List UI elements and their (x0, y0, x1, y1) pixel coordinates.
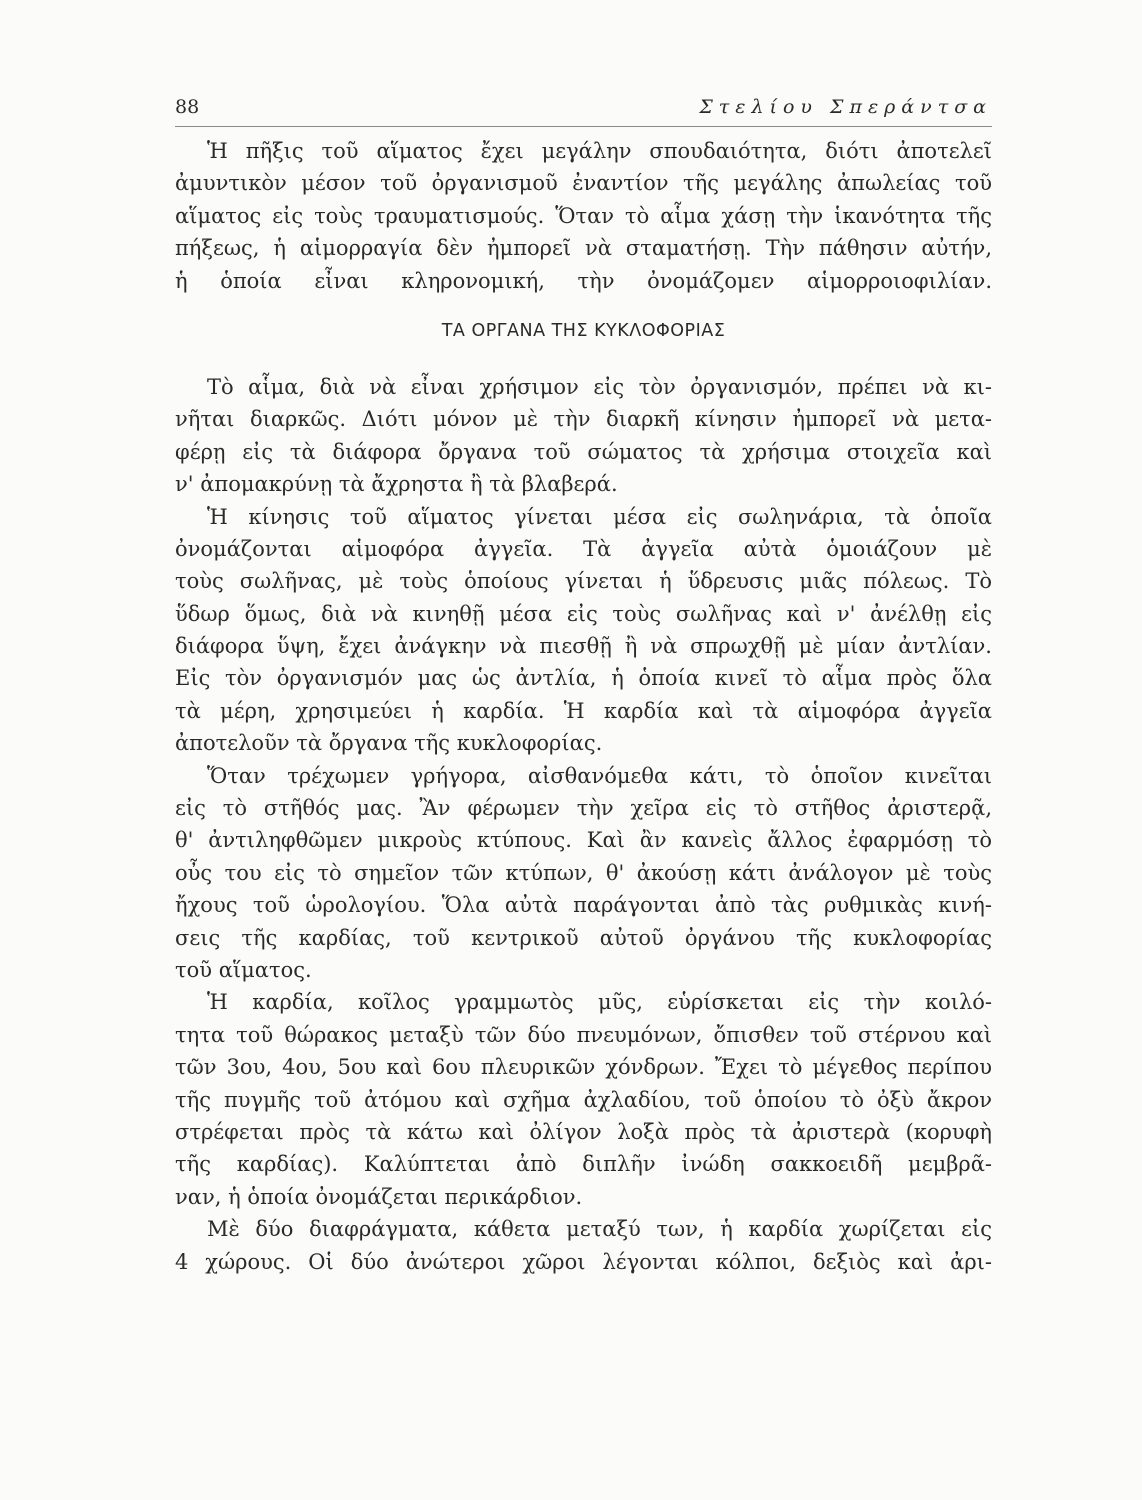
text-line: τὰ μέρη, χρησιμεύει ἡ καρδία. Ἡ καρδία καὶ τὰ αἱμοφόρα ἀγγεῖα (175, 698, 992, 723)
paragraph-5 (175, 986, 992, 1213)
text-line: ναν, ἡ ὁποία ὀνομάζεται περικάρδιον. (175, 1184, 583, 1209)
text-line: τοῦ αἵματος. (175, 957, 312, 982)
text-line: ἡ ὁποία εἶναι κληρονομική, τὴν ὀνομάζομεν αἱμορροιοφιλίαν. (175, 268, 992, 293)
text-line: τῶν 3ου, 4ου, 5ου καὶ 6ου πλευρικῶν χόνδρων. Ἔχει τὸ μέγεθος περίπου (175, 1055, 992, 1080)
text-line: Ἡ καρδία, κοῖλος γραμμωτὸς μῦς, εὑρίσκεται εἰς τὴν κοιλό- (207, 990, 992, 1015)
paragraph-2 (175, 371, 992, 501)
text-line: τοὺς σωλῆνας, μὲ τοὺς ὁποίους γίνεται ἡ ὕδρευσις μιᾶς πόλεως. Τὸ (175, 569, 992, 594)
text-line: ὕδωρ ὅμως, διὰ νὰ κινηθῇ μέσα εἰς τοὺς σωλῆνας καὶ ν' ἀνέλθῃ εἰς (175, 601, 992, 626)
text-line: σεις τῆς καρδίας, τοῦ κεντρικοῦ αὐτοῦ ὀργάνου τῆς κυκλοφορίας (175, 925, 992, 950)
text-line: φέρῃ εἰς τὰ διάφορα ὄργανα τοῦ σώματος τὰ χρήσιμα στοιχεῖα καὶ (175, 439, 992, 464)
header-rule (175, 126, 992, 127)
running-title: Στελίου Σπεράντσα (699, 96, 992, 118)
text-line: τῆς πυγμῆς τοῦ ἀτόμου καὶ σχῆμα ἀχλαδίου, τοῦ ὁποίου τὸ ὀξὺ ἄκρον (175, 1087, 992, 1112)
text-line: τῆς καρδίας). Καλύπτεται ἀπὸ διπλῆν ἰνώδη σακκοειδῆ μεμβρᾶ- (175, 1152, 992, 1177)
paragraph-6 (175, 1213, 992, 1278)
text-line: εἰς τὸ στῆθός μας. Ἂν φέρωμεν τὴν χεῖρα εἰς τὸ στῆθος ἀριστερᾷ, (175, 796, 992, 821)
text-line: Μὲ δύο διαφράγματα, κάθετα μεταξύ των, ἡ καρδία χωρίζεται εἰς (207, 1217, 992, 1242)
text-line: διάφορα ὕψη, ἔχει ἀνάγκην νὰ πιεσθῇ ἢ νὰ σπρωχθῇ μὲ μίαν ἀντλίαν. (175, 634, 992, 659)
text-line: 4 χώρους. Οἱ δύο ἀνώτεροι χῶροι λέγονται κόλποι, δεξιὸς καὶ ἀρι- (175, 1249, 992, 1274)
text-line: ὀνομάζονται αἱμοφόρα ἀγγεῖα. Τὰ ἀγγεῖα αὐτὰ ὁμοιάζουν μὲ (175, 536, 992, 561)
paragraph-3 (175, 501, 992, 760)
text-line: τητα τοῦ θώρακος μεταξὺ τῶν δύο πνευμόνων, ὄπισθεν τοῦ στέρνου καὶ (175, 1022, 992, 1047)
text-line: Ἡ πῆξις τοῦ αἵματος ἔχει μεγάλην σπουδαιότητα, διότι ἀποτελεῖ (207, 139, 992, 163)
text-line: Εἰς τὸν ὀργανισμόν μας ὡς ἀντλία, ἡ ὁποία κινεῖ τὸ αἷμα πρὸς ὅλα (175, 666, 992, 691)
text-line: Ὅταν τρέχωμεν γρήγορα, αἰσθανόμεθα κάτι, τὸ ὁποῖον κινεῖται (207, 763, 992, 788)
text-line: Ἡ κίνησις τοῦ αἵματος γίνεται μέσα εἰς σωληνάρια, τὰ ὁποῖα (207, 504, 992, 529)
text-line: ἀμυντικὸν μέσον τοῦ ὀργανισμοῦ ἐναντίον τῆς μεγάλης ἀπωλείας τοῦ (175, 171, 992, 196)
text-line: ἤχους τοῦ ὡρολογίου. Ὅλα αὐτὰ παράγονται ἀπὸ τὰς ρυθμικὰς κινή- (175, 893, 992, 918)
paragraph-4 (175, 760, 992, 987)
page-number: 88 (175, 96, 200, 118)
page-body (175, 135, 992, 1278)
text-line: αἵματος εἰς τοὺς τραυματισμούς. Ὅταν τὸ αἷμα χάσῃ τὴν ἱκανότητα τῆς (175, 203, 992, 228)
text-line: πήξεως, ἡ αἱμορραγία δὲν ἠμπορεῖ νὰ σταματήσῃ. Τὴν πάθησιν αὐτήν, (175, 236, 992, 261)
text-line: ἀποτελοῦν τὰ ὄργανα τῆς κυκλοφορίας. (175, 731, 603, 756)
text-line: στρέφεται πρὸς τὰ κάτω καὶ ὀλίγον λοξὰ πρὸς τὰ ἀριστερὰ (κορυφὴ (175, 1119, 992, 1144)
text-line: νῆται διαρκῶς. Διότι μόνον μὲ τὴν διαρκῆ κίνησιν ἠμπορεῖ νὰ μετα- (175, 407, 992, 432)
text-line: θ' ἀντιληφθῶμεν μικροὺς κτύπους. Καὶ ἂν κανεὶς ἄλλος ἐφαρμόσῃ τὸ (175, 828, 992, 853)
paragraph-1 (175, 135, 992, 297)
text-line: ν' ἀπομακρύνῃ τὰ ἄχρηστα ἢ τὰ βλαβερά. (175, 472, 618, 497)
page-header (175, 96, 992, 126)
text-line: οὖς του εἰς τὸ σημεῖον τῶν κτύπων, θ' ἀκούσῃ κάτι ἀνάλογον μὲ τοὺς (175, 860, 992, 885)
text-line: Τὸ αἷμα, διὰ νὰ εἶναι χρήσιμον εἰς τὸν ὀργανισμόν, πρέπει νὰ κι- (207, 374, 992, 399)
section-heading: ΤΑ ΟΡΓΑΝΑ ΤΗΣ ΚΥΚΛΟΦΟΡΙΑΣ (441, 320, 726, 341)
